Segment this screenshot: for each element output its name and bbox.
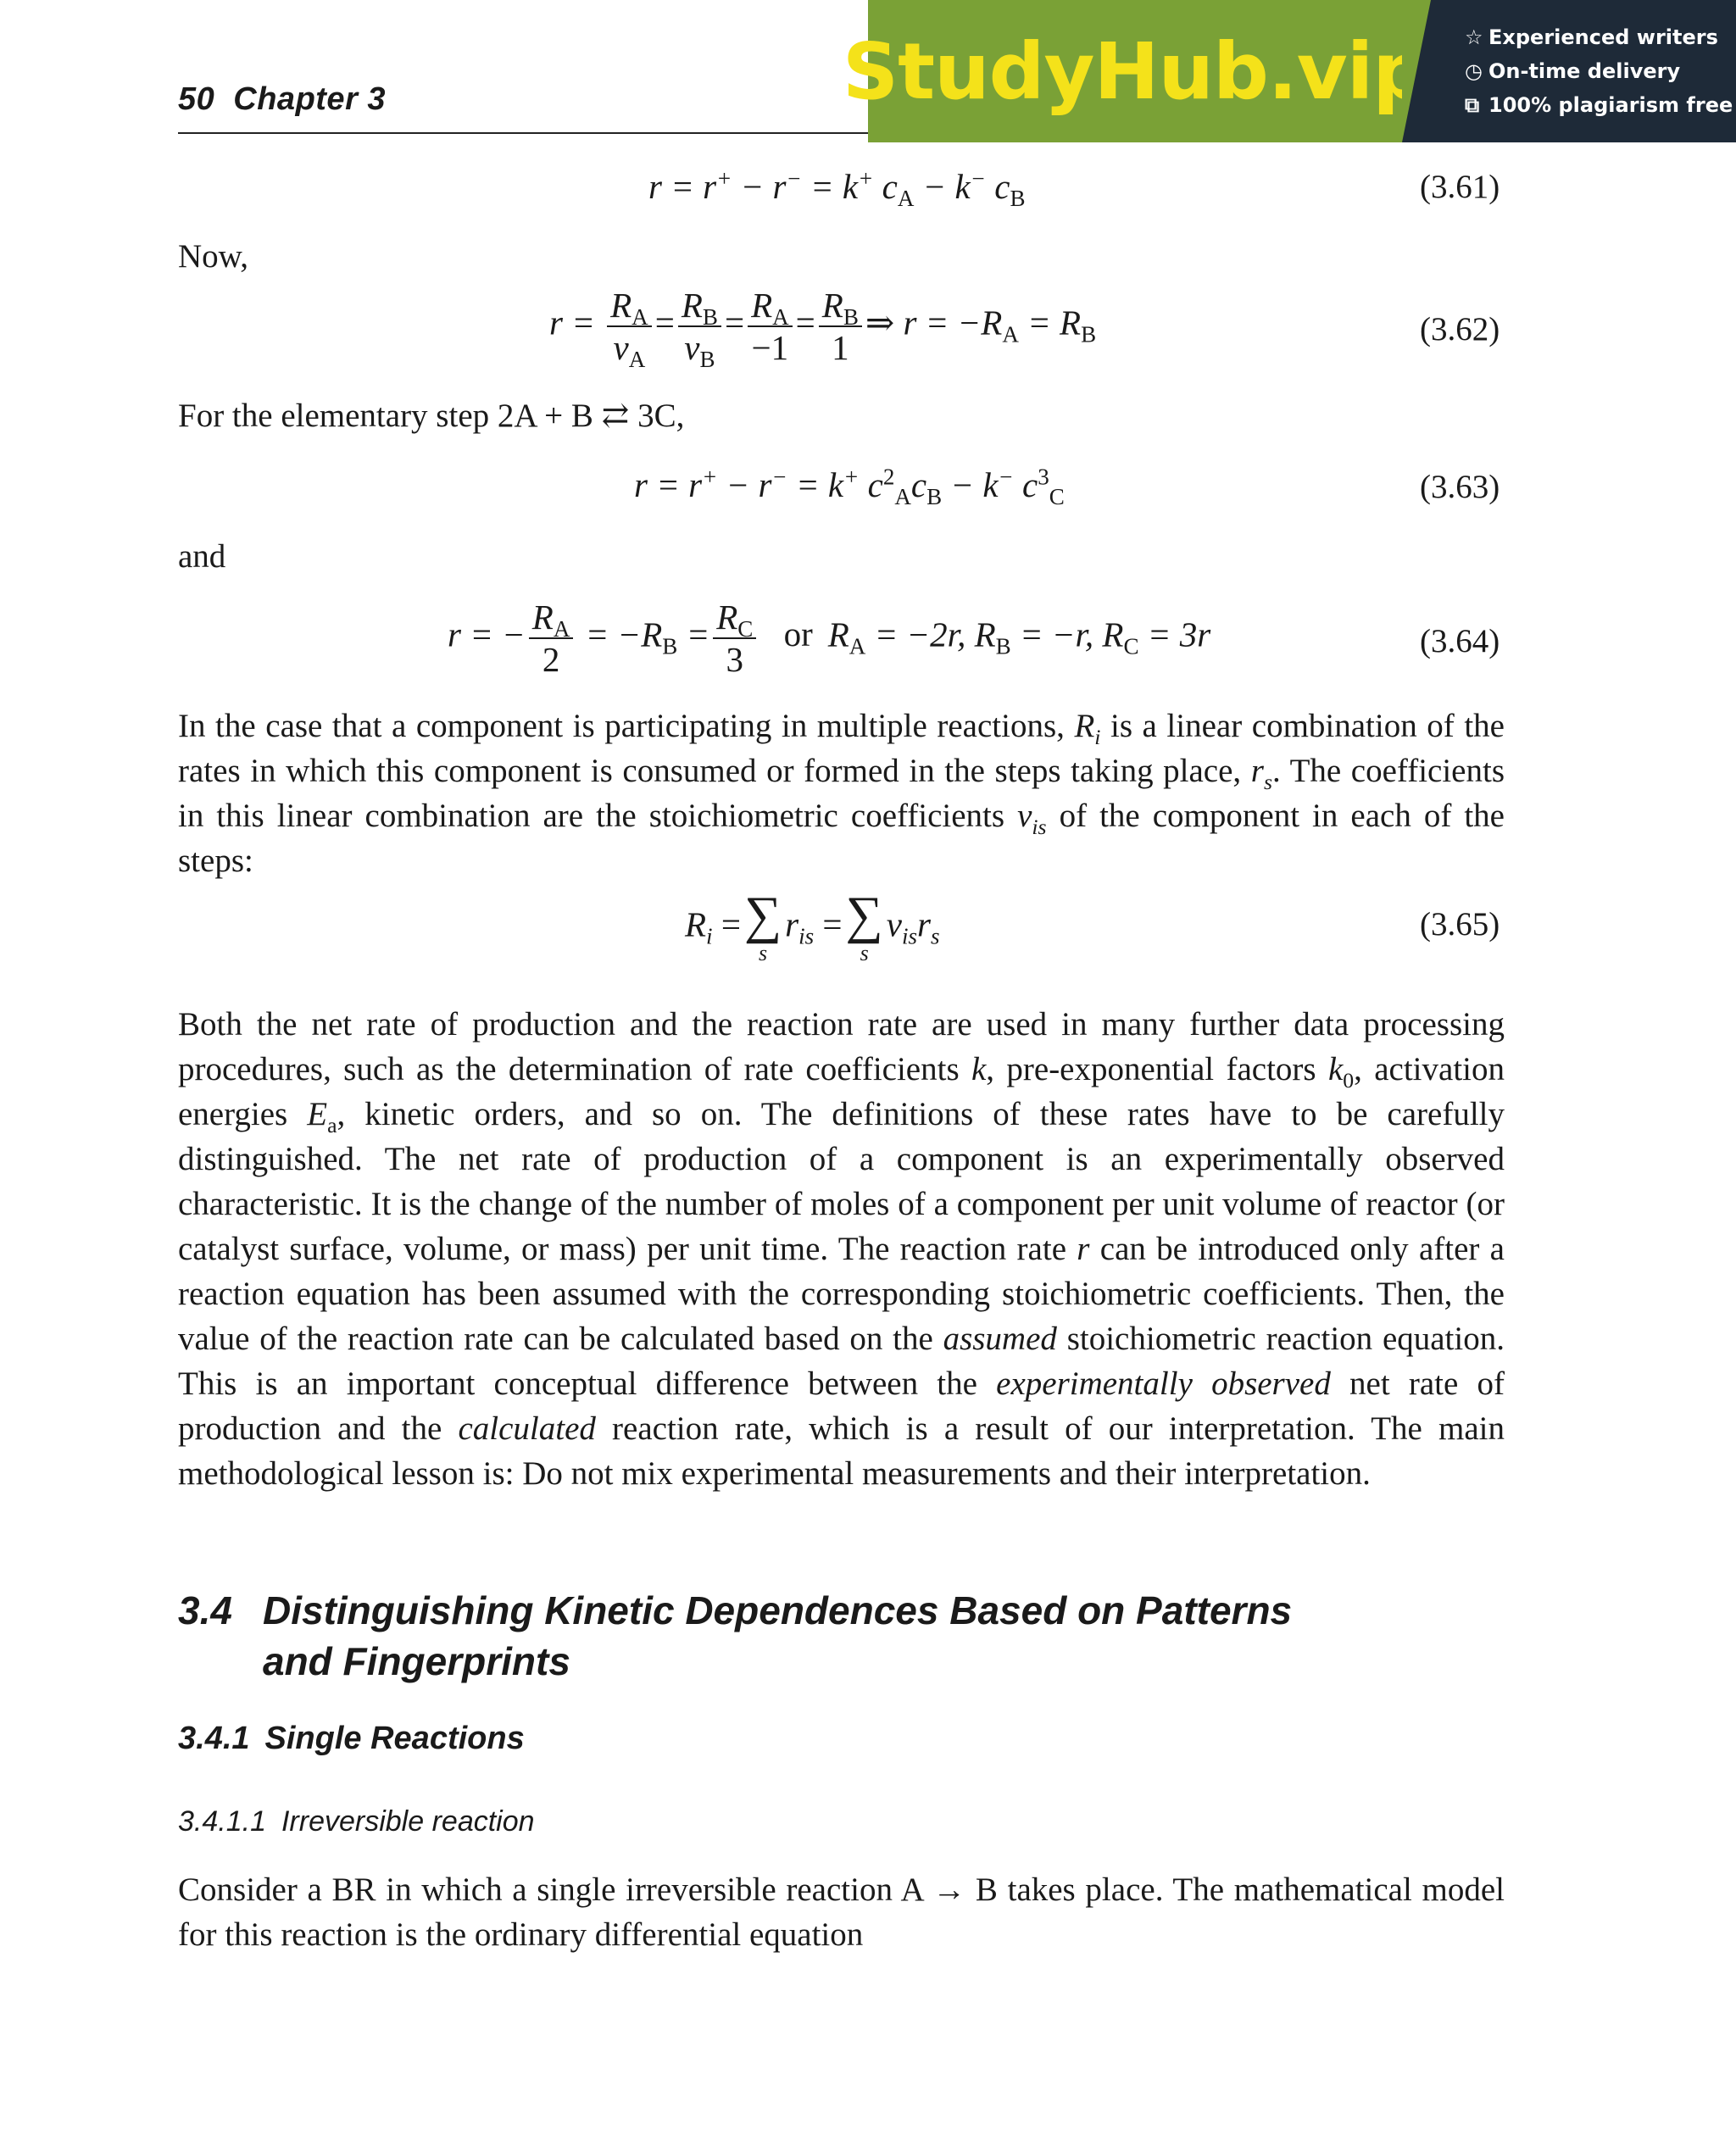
fraction: $\frac{R_A}{-1}$ xyxy=(748,285,793,368)
banner-divider xyxy=(1402,0,1431,142)
equation-3-63: r = r+ − r− = k+ $c^2_Ac_B - k^-$ $c^3_C$ xyxy=(634,464,1065,510)
text-now: Now, xyxy=(178,238,249,275)
section-title-line1: Distinguishing Kinetic Dependences Based on Patterns xyxy=(263,1588,1293,1632)
subsection-heading: 3.4.1 Single Reactions xyxy=(178,1721,525,1756)
summation: ∑ s xyxy=(743,887,782,965)
fraction: $\frac{R_A}{\nu_A}$ xyxy=(607,285,652,368)
chapter-label: Chapter 3 xyxy=(233,81,387,117)
page-number: 50 xyxy=(178,81,215,117)
paragraph-multiple-reactions: In the case that a component is participating in multiple reactions, $R_i$ is a linear combination of the rates in which this component is consumed or formed in the steps taking place, $r_s$. The coefficients in this linear combination are the stoichiometric coefficients $\nu_{is}$ of the component in each of the steps: xyxy=(178,708,1505,879)
equation-number: (3.62) xyxy=(1420,311,1500,348)
section-heading xyxy=(178,1585,1534,1695)
equation-3-62: r = $\frac{R_A}{\nu_A}$ = $\frac{R_B}{\nu_B}$ = $\frac{R_A}{-1}$ = $\frac{R_B}{1}$ ⇒ $r = -R_A = R_B$ xyxy=(549,286,1097,373)
fraction: $\frac{R_A}{2}$ xyxy=(529,597,574,680)
paragraph-rates: Both the net rate of production and the reaction rate are used in many further data processing procedures, such as the determination of rate coefficients k, pre-exponential factors $k_0$, activation energies $E_a$, kinetic orders, and so on. The definitions of these rates have to be carefully distinguished. The net rate of production of a component is an experimentally observed characteristic. It is the change of the number of moles of a component per unit volume of reactor (or catalyst surface, volume, or mass) per unit time. The reaction rate r can be introduced only after a reaction equation has been assumed with the corresponding stoichiometric coefficients. Then, the value of the reaction rate can be calculated based on the assumed stoichiometric reaction equation. This is an important conceptual difference between the experimentally observed net rate of production and the calculated reaction rate, which is a result of our interpretation. The main methodological lesson is: Do not mix experimental measurements and their interpretation. xyxy=(178,1006,1505,1492)
equation-number: (3.65) xyxy=(1420,906,1500,943)
running-header xyxy=(178,81,386,118)
section-number: 3.4 xyxy=(178,1588,232,1632)
copy-icon: ⧉ xyxy=(1465,93,1480,117)
equation-number: (3.61) xyxy=(1420,169,1500,205)
brand-logo xyxy=(842,0,1428,142)
fraction: $\frac{R_B}{1}$ xyxy=(819,285,862,368)
studyhub-banner[interactable] xyxy=(842,0,1736,142)
brand-name: StudyHub.vip xyxy=(842,25,1428,117)
feature-label: Experienced writers xyxy=(1488,25,1718,49)
text-elementary-step: For the elementary step 2A + B ⇄ 3C, xyxy=(178,398,685,434)
feature-writers xyxy=(1465,25,1736,49)
equation-number: (3.63) xyxy=(1420,469,1500,505)
equation-number: (3.64) xyxy=(1420,623,1500,659)
feature-plagiarism xyxy=(1465,93,1736,117)
fraction: $\frac{R_B}{\nu_B}$ xyxy=(678,285,721,368)
clock-icon: ◷ xyxy=(1465,59,1483,83)
section-title-line2: and Fingerprints xyxy=(263,1639,570,1683)
equation-3-61: r = r+ − r− = k+ $c_A - k^-$ $c_B$ xyxy=(648,165,1026,212)
feature-label: On-time delivery xyxy=(1488,59,1681,83)
banner-features xyxy=(1431,0,1736,142)
equation-3-65: $R_i$ = ∑ s $r_{is}$ = ∑ s $\nu_{is}r_s$ xyxy=(685,887,940,965)
text-and: and xyxy=(178,538,226,575)
feature-label: 100% plagiarism free xyxy=(1488,93,1733,117)
paragraph-irreversible: Consider a BR in which a single irreversible reaction A → B takes place. The mathematical model for this reaction is the ordinary differential equation xyxy=(178,1871,1505,1953)
equation-3-64: r = − $\frac{R_A}{2}$ = $-R_B$ = $\frac{R_C}{3}$ or $R_A = -2r$, $R_B = -r$, $R_C = 3r$ xyxy=(448,598,1211,679)
subsubsection-heading: 3.4.1.1 Irreversible reaction xyxy=(178,1805,535,1838)
fraction: $\frac{R_C}{3}$ xyxy=(713,597,756,680)
feature-delivery xyxy=(1465,59,1736,83)
summation: ∑ s xyxy=(845,887,883,965)
star-icon: ☆ xyxy=(1465,25,1483,49)
